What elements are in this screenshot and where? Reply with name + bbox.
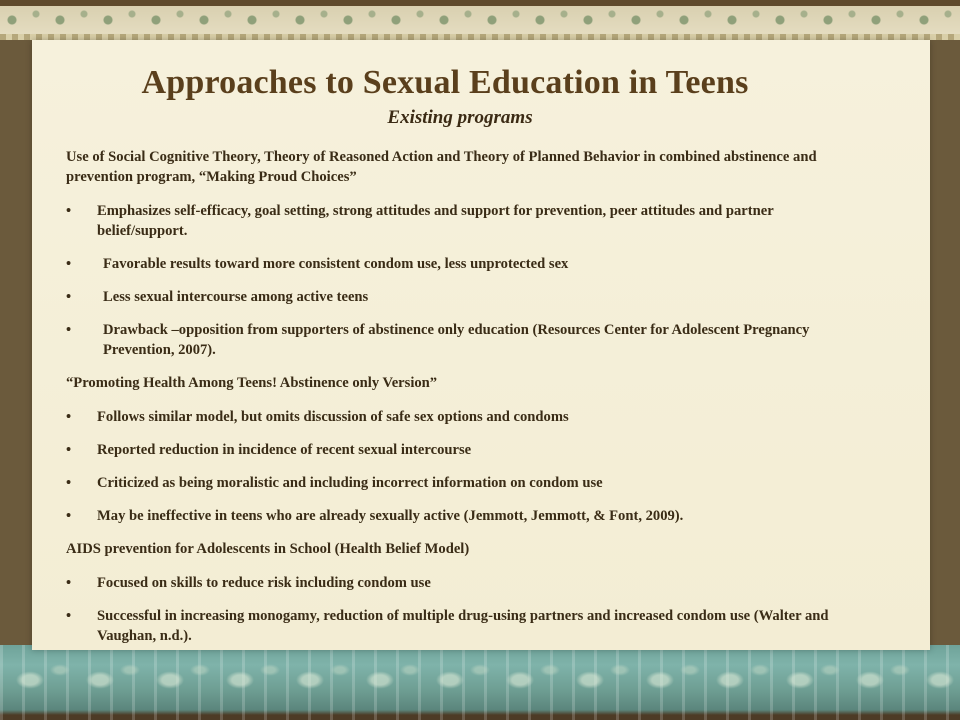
- list-item-text: May be ineffective in teens who are already sexually active (Jemmott, Jemmott, & Font, 2009).: [97, 508, 684, 524]
- slide-body: [66, 147, 866, 659]
- bullet-icon: •: [66, 575, 72, 591]
- intro-making-proud-choices: Use of Social Cognitive Theory, Theory of Reasoned Action and Theory of Planned Behavior in combined abstinence and prevention program, “Making Proud Choices”: [66, 149, 817, 185]
- list-item-text: Favorable results toward more consistent condom use, less unprotected sex: [103, 256, 569, 272]
- intro-promoting-health: “Promoting Health Among Teens! Abstinence only Version”: [66, 375, 438, 391]
- list-item-text: Follows similar model, but omits discussion of safe sex options and condoms: [97, 409, 569, 425]
- list-item: [66, 473, 866, 493]
- slide-subtitle: Existing programs: [387, 107, 533, 128]
- bullet-icon: •: [66, 508, 72, 524]
- intro-aids-prevention: AIDS prevention for Adolescents in School (Health Belief Model): [66, 541, 470, 557]
- slide-title: Approaches to Sexual Education in Teens: [141, 64, 749, 101]
- bullet-icon: •: [66, 608, 72, 624]
- list-item: [66, 320, 866, 360]
- list-item-text: Less sexual intercourse among active teens: [103, 289, 369, 305]
- list-item-text: Drawback –opposition from supporters of abstinence only education (Resources Center for Adolescent Pregnancy Prevention, 2007).: [103, 322, 810, 358]
- bullet-icon: •: [66, 475, 72, 491]
- bullet-icon: •: [66, 203, 72, 219]
- list-item: [66, 606, 866, 646]
- bullet-icon: •: [66, 256, 72, 272]
- list-item: [66, 407, 866, 427]
- bullet-icon: •: [66, 322, 72, 338]
- list-item-text: Criticized as being moralistic and including incorrect information on condom use: [97, 475, 603, 491]
- list-item-text: Emphasizes self-efficacy, goal setting, strong attitudes and support for prevention, peer attitudes and partner belief/support.: [97, 203, 774, 239]
- list-item: [66, 201, 866, 241]
- list-item: [66, 254, 866, 274]
- bullet-icon: •: [66, 289, 72, 305]
- list-item: [66, 440, 866, 460]
- list-item: [66, 506, 866, 526]
- list-item-text: Successful in increasing monogamy, reduction of multiple drug-using partners and increased condom use (Walter and Vaughan, n.d.).: [97, 608, 829, 644]
- list-item: [66, 573, 866, 593]
- top-decorative-border: [0, 0, 960, 40]
- bullet-icon: •: [66, 442, 72, 458]
- list-item-text: Reported reduction in incidence of recent sexual intercourse: [97, 442, 472, 458]
- list-item-text: Focused on skills to reduce risk including condom use: [97, 575, 431, 591]
- list-item: [66, 287, 866, 307]
- bullet-icon: •: [66, 409, 72, 425]
